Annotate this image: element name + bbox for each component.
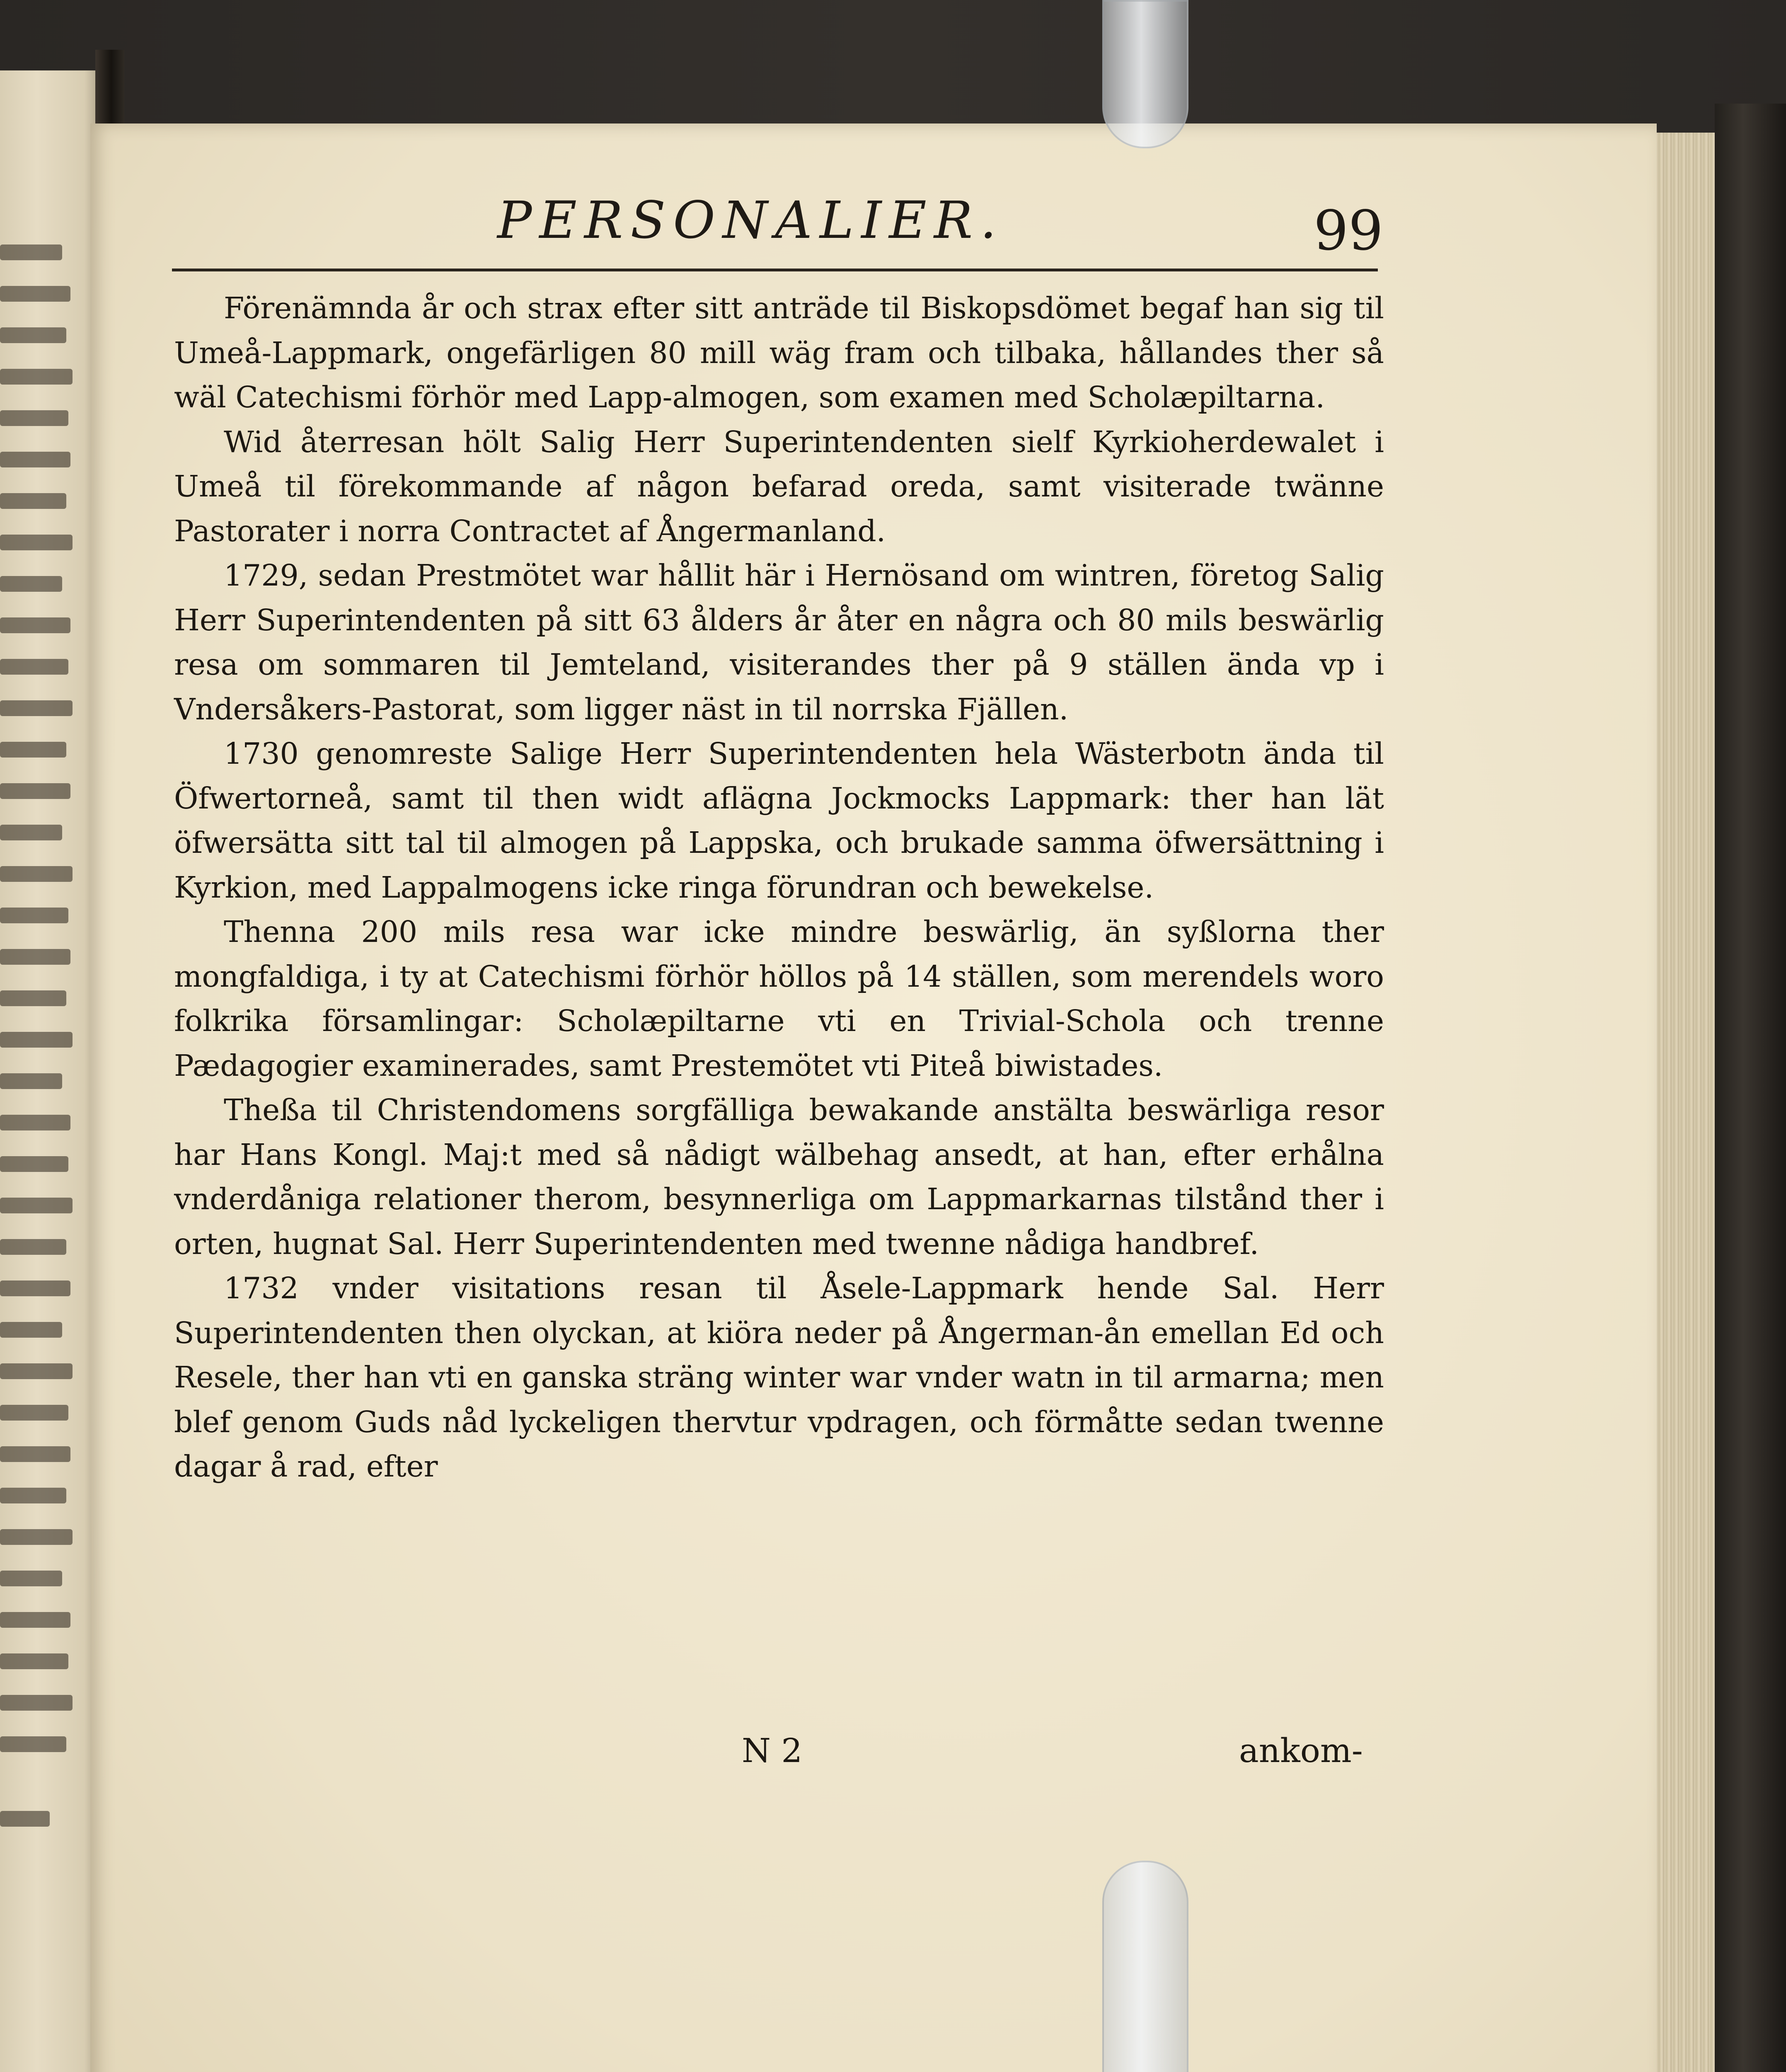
facing-page-text-line bbox=[0, 1156, 68, 1172]
facing-page-text-line bbox=[0, 1612, 70, 1628]
facing-page-text-line bbox=[0, 949, 70, 965]
facing-page-text-line bbox=[0, 1239, 66, 1255]
page-number: 99 bbox=[1314, 199, 1383, 263]
facing-page-text-line bbox=[0, 576, 62, 592]
paragraph: 1732 vnder visitations resan til Åsele-Lappmark hende Sal. Herr Superintendenten then olyckan, at kiöra neder på Ångerman-ån emellan Ed och Resele, ther han vti en ganska sträng winter war vnder watn in til armarna; men blef genom Guds nåd lyckeligen thervtur vpdragen, och förmåtte sedan twenne dagar å rad, efter bbox=[174, 1271, 1384, 1484]
facing-page-text-line bbox=[0, 908, 68, 923]
paragraph: Thenna 200 mils resa war icke mindre beswärlig, än syßlorna ther mongfaldiga, i ty at Catechismi förhör höllos på 14 ställen, som merendels woro folkrika församlingar: Scholæpiltarne vti en Trivial-Schola och trenne Pædagogier examinerades, samt Prestemötet vti Piteå biwistades. bbox=[174, 915, 1384, 1083]
facing-page-text-line bbox=[0, 1280, 70, 1296]
facing-page-text-line bbox=[0, 866, 73, 882]
facing-page-text-line bbox=[0, 1363, 73, 1379]
facing-page-text-line bbox=[0, 410, 68, 426]
facing-page-text-line bbox=[0, 990, 66, 1006]
facing-page-text-line bbox=[0, 700, 73, 716]
paragraph: Förenämnda år och strax efter sitt anträde til Biskopsdömet begaf han sig til Umeå-Lappmark, ongefärligen 80 mill wäg fram och tilbaka, hållandes ther så wäl Catechismi förhör med Lapp-almogen, som examen med Scholæpiltarna. bbox=[174, 291, 1384, 414]
book-cover-edge bbox=[1715, 104, 1786, 2072]
facing-page-text-line bbox=[0, 1405, 68, 1421]
bottom-page-clip bbox=[1102, 1861, 1188, 2072]
facing-page-text-line bbox=[0, 244, 62, 260]
running-header: PERSONALIER. bbox=[497, 191, 1004, 250]
facing-page-text-line bbox=[0, 1653, 68, 1669]
facing-page-text-line bbox=[0, 1695, 73, 1711]
top-page-clip bbox=[1102, 0, 1188, 148]
facing-page-text-line bbox=[0, 493, 66, 509]
facing-page-text-line bbox=[0, 1736, 66, 1752]
facing-page-text-line bbox=[0, 327, 66, 343]
catchword: ankom- bbox=[1239, 1731, 1363, 1770]
facing-page-text-line bbox=[0, 1446, 70, 1462]
facing-page-text-line bbox=[0, 742, 66, 758]
body-text bbox=[174, 286, 1384, 1489]
facing-page-text-line bbox=[0, 1529, 73, 1545]
facing-page-text-line bbox=[0, 1488, 66, 1503]
facing-page-text-line bbox=[0, 1811, 50, 1827]
header-rule bbox=[172, 269, 1378, 271]
facing-page-text-line bbox=[0, 1073, 62, 1089]
paragraph: Wid återresan hölt Salig Herr Superintendenten sielf Kyrkioherdewalet i Umeå til förekommande af någon befarad oreda, samt visiterade twänne Pastorater i norra Contractet af Ångermanland. bbox=[174, 424, 1384, 548]
facing-page-text-line bbox=[0, 1571, 62, 1586]
facing-page-text-line bbox=[0, 369, 73, 385]
paragraph: 1729, sedan Prestmötet war hållit här i Hernösand om wintren, företog Salig Herr Superintendenten på sitt 63 ålders år åter en några och 80 mils beswärlig resa om sommaren til Jemteland, visiterandes ther på 9 ställen ända vp i Vndersåkers-Pastorat, som ligger näst in til norrska Fjällen. bbox=[174, 558, 1384, 726]
paragraph: Theßa til Christendomens sorgfälliga bewakande anstälta beswärliga resor har Hans Kongl. Maj:t med så nådigt wälbehag ansedt, at han, efter erhålna vnderdåniga relationer therom, besynnerliga om Lappmarkarnas tilstånd ther i orten, hugnat Sal. Herr Superintendenten med twenne nådiga handbref. bbox=[174, 1093, 1384, 1261]
facing-page-text-line bbox=[0, 286, 70, 302]
facing-page-text-line bbox=[0, 659, 68, 675]
facing-page-text-line bbox=[0, 1322, 62, 1338]
facing-page-text-line bbox=[0, 783, 70, 799]
paragraph: 1730 genomreste Salige Herr Superintendenten hela Wästerbotn ända til Öfwertorneå, samt til then widt aflägna Jockmocks Lappmark: ther han lät öfwersätta sitt tal til almogen på Lappska, och brukade samma öfwersättning i Kyrkion, med Lappalmogens icke ringa förundran och bewekelse. bbox=[174, 736, 1384, 905]
facing-page-text-line bbox=[0, 1198, 73, 1213]
facing-page-text-line bbox=[0, 1115, 70, 1130]
facing-page-text-line bbox=[0, 825, 62, 840]
facing-page-text-line bbox=[0, 1032, 73, 1048]
facing-page-text-line bbox=[0, 617, 70, 633]
signature-mark: N 2 bbox=[742, 1731, 803, 1770]
page-edges bbox=[1657, 133, 1715, 2072]
facing-page-text-line bbox=[0, 452, 70, 467]
facing-page-text-line bbox=[0, 535, 73, 550]
